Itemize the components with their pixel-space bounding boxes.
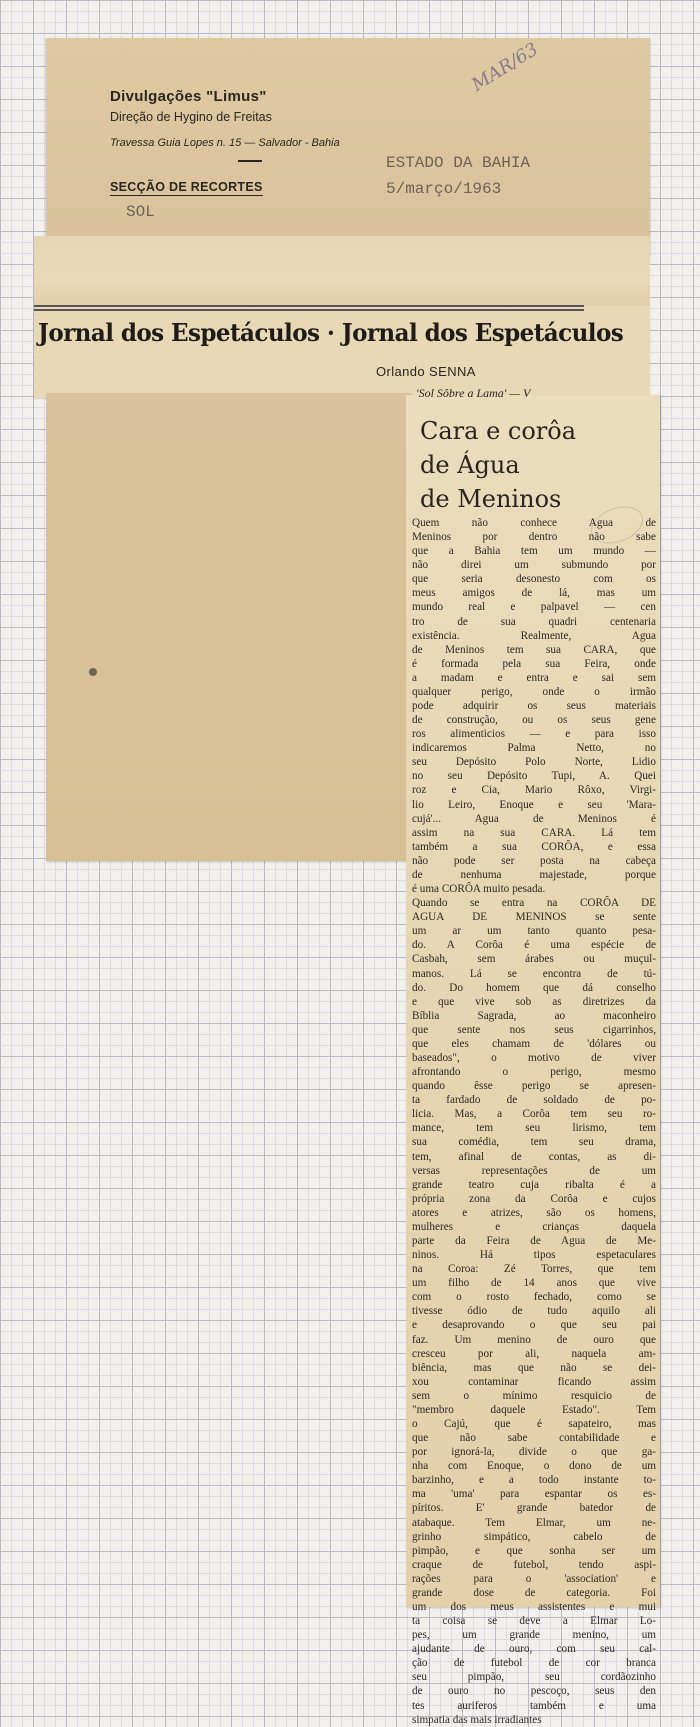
article-body-line: grande teatro cuja ribalta é a (412, 1178, 656, 1191)
article-body-line: é uma CORÔA muito pesada. (412, 883, 546, 896)
article-body-line: rações para o 'association' e (412, 1572, 656, 1585)
article-body-line: tem, afinal de contas, as di- (412, 1150, 656, 1163)
headline-line: Cara e corôa (420, 417, 577, 445)
article-body-line: o Cajú, que é sapateiro, mas (412, 1418, 656, 1430)
article-body-line: Casbah, sem árabes ou muçul- (412, 953, 656, 966)
article-body-line: ta coisa se deve a Elmar Lo- (412, 1615, 656, 1628)
article-body-line: ma 'uma' para espantar os es- (412, 1488, 656, 1501)
article-body-line: qualquer perigo, onde o irmão (412, 685, 656, 698)
title-rule-top-2 (34, 309, 584, 311)
article-body-line: indicaremos Palma Netto, no (412, 742, 656, 755)
clipping-date: 5/março/1963 (386, 180, 502, 198)
agency-direction: Direção de Hygino de Freitas (110, 110, 272, 124)
section-label: SECÇÃO DE RECORTES (110, 180, 263, 194)
article-body-line: baseados", o motivo de viver (412, 1051, 656, 1064)
article-body-line: mundo real e palpavel — cen (412, 601, 656, 614)
handwritten-annotation: MAR/63 (468, 38, 542, 96)
article-body-line: e que vive sob as diretrizes da (412, 995, 656, 1008)
title-rule-top (34, 305, 584, 307)
article-body-line: Quem não conhece Agua de (412, 517, 656, 529)
article-body-line: Bíblia Sagrada, ao maconheiro (412, 1009, 656, 1022)
article-body-line: atabaque. Tem Elmar, um ne- (412, 1516, 656, 1529)
article-body-line: por ignorá-la, divide o que ga- (412, 1446, 656, 1459)
article-body-line: de nenhuma majestade, porque (412, 868, 656, 881)
article-body-line: lio Leiro, Enoque e seu 'Mara- (412, 798, 656, 811)
article-body-line: também a sua CORÔA, e essa (412, 840, 656, 853)
article-body-line: simpatia das mais irradiantes (412, 1713, 542, 1726)
article-body-line: é formada pela sua Feira, onde (412, 657, 656, 670)
article-body-line: de construção, ou os seus gene (412, 714, 656, 727)
article-body-line: própria zona da Corôa e cujos (412, 1192, 656, 1205)
article-body-line: que eles chamam de 'dólares ou (412, 1037, 656, 1050)
punch-hole (89, 668, 97, 676)
folded-paper-band (34, 236, 650, 306)
article-body-line: nha com Enoque, o dono de um (412, 1460, 656, 1473)
article-body-line: afrontando o perigo, mesmo (412, 1066, 656, 1079)
article-body-line: atores e atrizes, são os homens, (412, 1206, 656, 1219)
article-body-line: versas representações de um (412, 1164, 656, 1177)
article-body (412, 516, 656, 1727)
article-body-line: roz e Cia, Mario Rôxo, Virgi- (412, 784, 656, 797)
article-body-line: não pode ser posta na cabeça (412, 854, 656, 867)
article-body-line: que sente nos seus cigarrinhos, (412, 1023, 656, 1036)
article-body-line: pode adquirir os seus materiais (412, 700, 656, 713)
series-label: 'Sol Sôbre a Lama' — V (416, 386, 531, 400)
article-headline (420, 414, 620, 516)
article-body-line: com o rosto fechado, como se (412, 1291, 656, 1304)
article-body-line: pes, um grande menino, um (412, 1629, 656, 1642)
article-body-line: um ar um tanto quanto pesa- (412, 925, 656, 938)
article-body-line: no seu Depósito Tupi, A. Quei (412, 770, 656, 783)
article-body-line: xou contaminar ficando assim (412, 1375, 656, 1388)
article-body-line: ros alimenticios — e para isso (412, 728, 656, 741)
headline-line: de Meninos (420, 485, 562, 513)
article-body-line: seu Depósito Polo Norte, Lidio (412, 756, 656, 769)
article-body-line: existência. Realmente, Agua (412, 629, 656, 642)
article-body-line: píritos. E' grande batedor de (412, 1502, 656, 1515)
article-body-line: e desaprovando o que seu pai (412, 1319, 656, 1332)
article-body-line: mance, tem seu lirismo, tem (412, 1122, 656, 1135)
article-body-line: a madam e entra e sai sem (412, 671, 656, 684)
agency-address: Travessa Guia Lopes n. 15 — Salvador - Bahia (110, 137, 340, 149)
article-body-line: assim na sua CARA. Lá tem (412, 826, 656, 839)
article-body-line: não direi um submundo por (412, 559, 656, 572)
article-body-line: tes auriferos também e uma (412, 1699, 656, 1712)
author-byline: Orlando SENNA (376, 364, 476, 379)
article-body-line: quando êsse perigo se apresen- (412, 1080, 656, 1093)
article-body-line: do. A Corôa é uma espécie de (412, 939, 656, 952)
article-body-line: mulheres e crianças daquela (412, 1220, 656, 1233)
article-body-line: cresceu por ali, naquela am- (412, 1347, 656, 1360)
article-body-line: que a Bahia tem um mundo — (412, 545, 656, 558)
article-body-line: "membro daquele Estado". Tem (412, 1403, 656, 1416)
clipping-backing-paper (46, 393, 411, 861)
article-body-line: manos. Lá se encontra de tú- (412, 967, 656, 980)
article-body-line: na Coroa: Zé Torres, que tem (412, 1263, 656, 1276)
article-body-line: pimpão, e que sonha ser um (412, 1544, 656, 1557)
article-body-line: grinho simpático, cabelo de (412, 1530, 656, 1543)
column-title: Jornal dos Espetáculos · Jornal dos Espetáculos (38, 318, 624, 347)
subject-tag: SOL (126, 203, 155, 221)
article-body-line: cujá'... Agua de Meninos é (412, 812, 656, 825)
article-body-line: ninos. Há tipos espetaculares (412, 1249, 656, 1262)
agency-name: Divulgações "Limus" (110, 88, 267, 105)
article-body-line: biência, mas que não se dei- (412, 1361, 656, 1374)
article-body-line: sem o mínimo resquicio de (412, 1389, 656, 1402)
article-body-line: tro de sua quadri centenaria (412, 615, 656, 628)
article-body-line: um filho de 14 anos que vive (412, 1277, 656, 1290)
article-body-line: que seria desonesto com os (412, 573, 656, 586)
divider-rule (238, 160, 262, 162)
article-body-line: Quando se entra na CORÔA DE (412, 897, 656, 910)
article-body-line: ção de futebol de cor branca (412, 1657, 656, 1670)
headline-line: de Água (420, 451, 520, 479)
article-body-line: seu pimpão, seu cordãozinho (412, 1671, 656, 1684)
newspaper-name: ESTADO DA BAHIA (386, 154, 531, 172)
article-body-line: parte da Feira de Agua de Me- (412, 1234, 656, 1247)
article-body-line: de ouro no pescoço, seus den (412, 1685, 656, 1698)
article-body-line: de Meninos tem sua CARA, que (412, 643, 656, 656)
article-body-line: um dos meus assistentes e mui (412, 1601, 656, 1614)
article-body-line: que não sabe contabilidade e (412, 1432, 656, 1445)
article-body-line: craque de futebol, tendo aspi- (412, 1558, 656, 1571)
article-body-line: barzinho, e a todo instante to- (412, 1474, 656, 1487)
article-body-line: ajudante de ouro, com seu cal- (412, 1643, 656, 1656)
article-body-line: do. Do homem que dá conselho (412, 981, 656, 994)
article-body-line: tivesse ódio de tudo aquilo ali (412, 1305, 656, 1318)
article-body-line: meus amigos de lá, mas um (412, 587, 656, 600)
article-body-line: licia. Mas, a Corôa tem seu ro- (412, 1108, 656, 1121)
article-body-line: AGUA DE MENINOS se sente (412, 911, 656, 924)
article-body-line: sua comédia, tem seu drama, (412, 1136, 656, 1149)
article-body-line: Meninos por dentro não sabe (412, 531, 656, 544)
article-body-line: ta fardado de soldado de po- (412, 1094, 656, 1107)
article-body-line: faz. Um menino de ouro que (412, 1333, 656, 1346)
article-body-line: grande dose de categoria. Foi (412, 1586, 656, 1599)
